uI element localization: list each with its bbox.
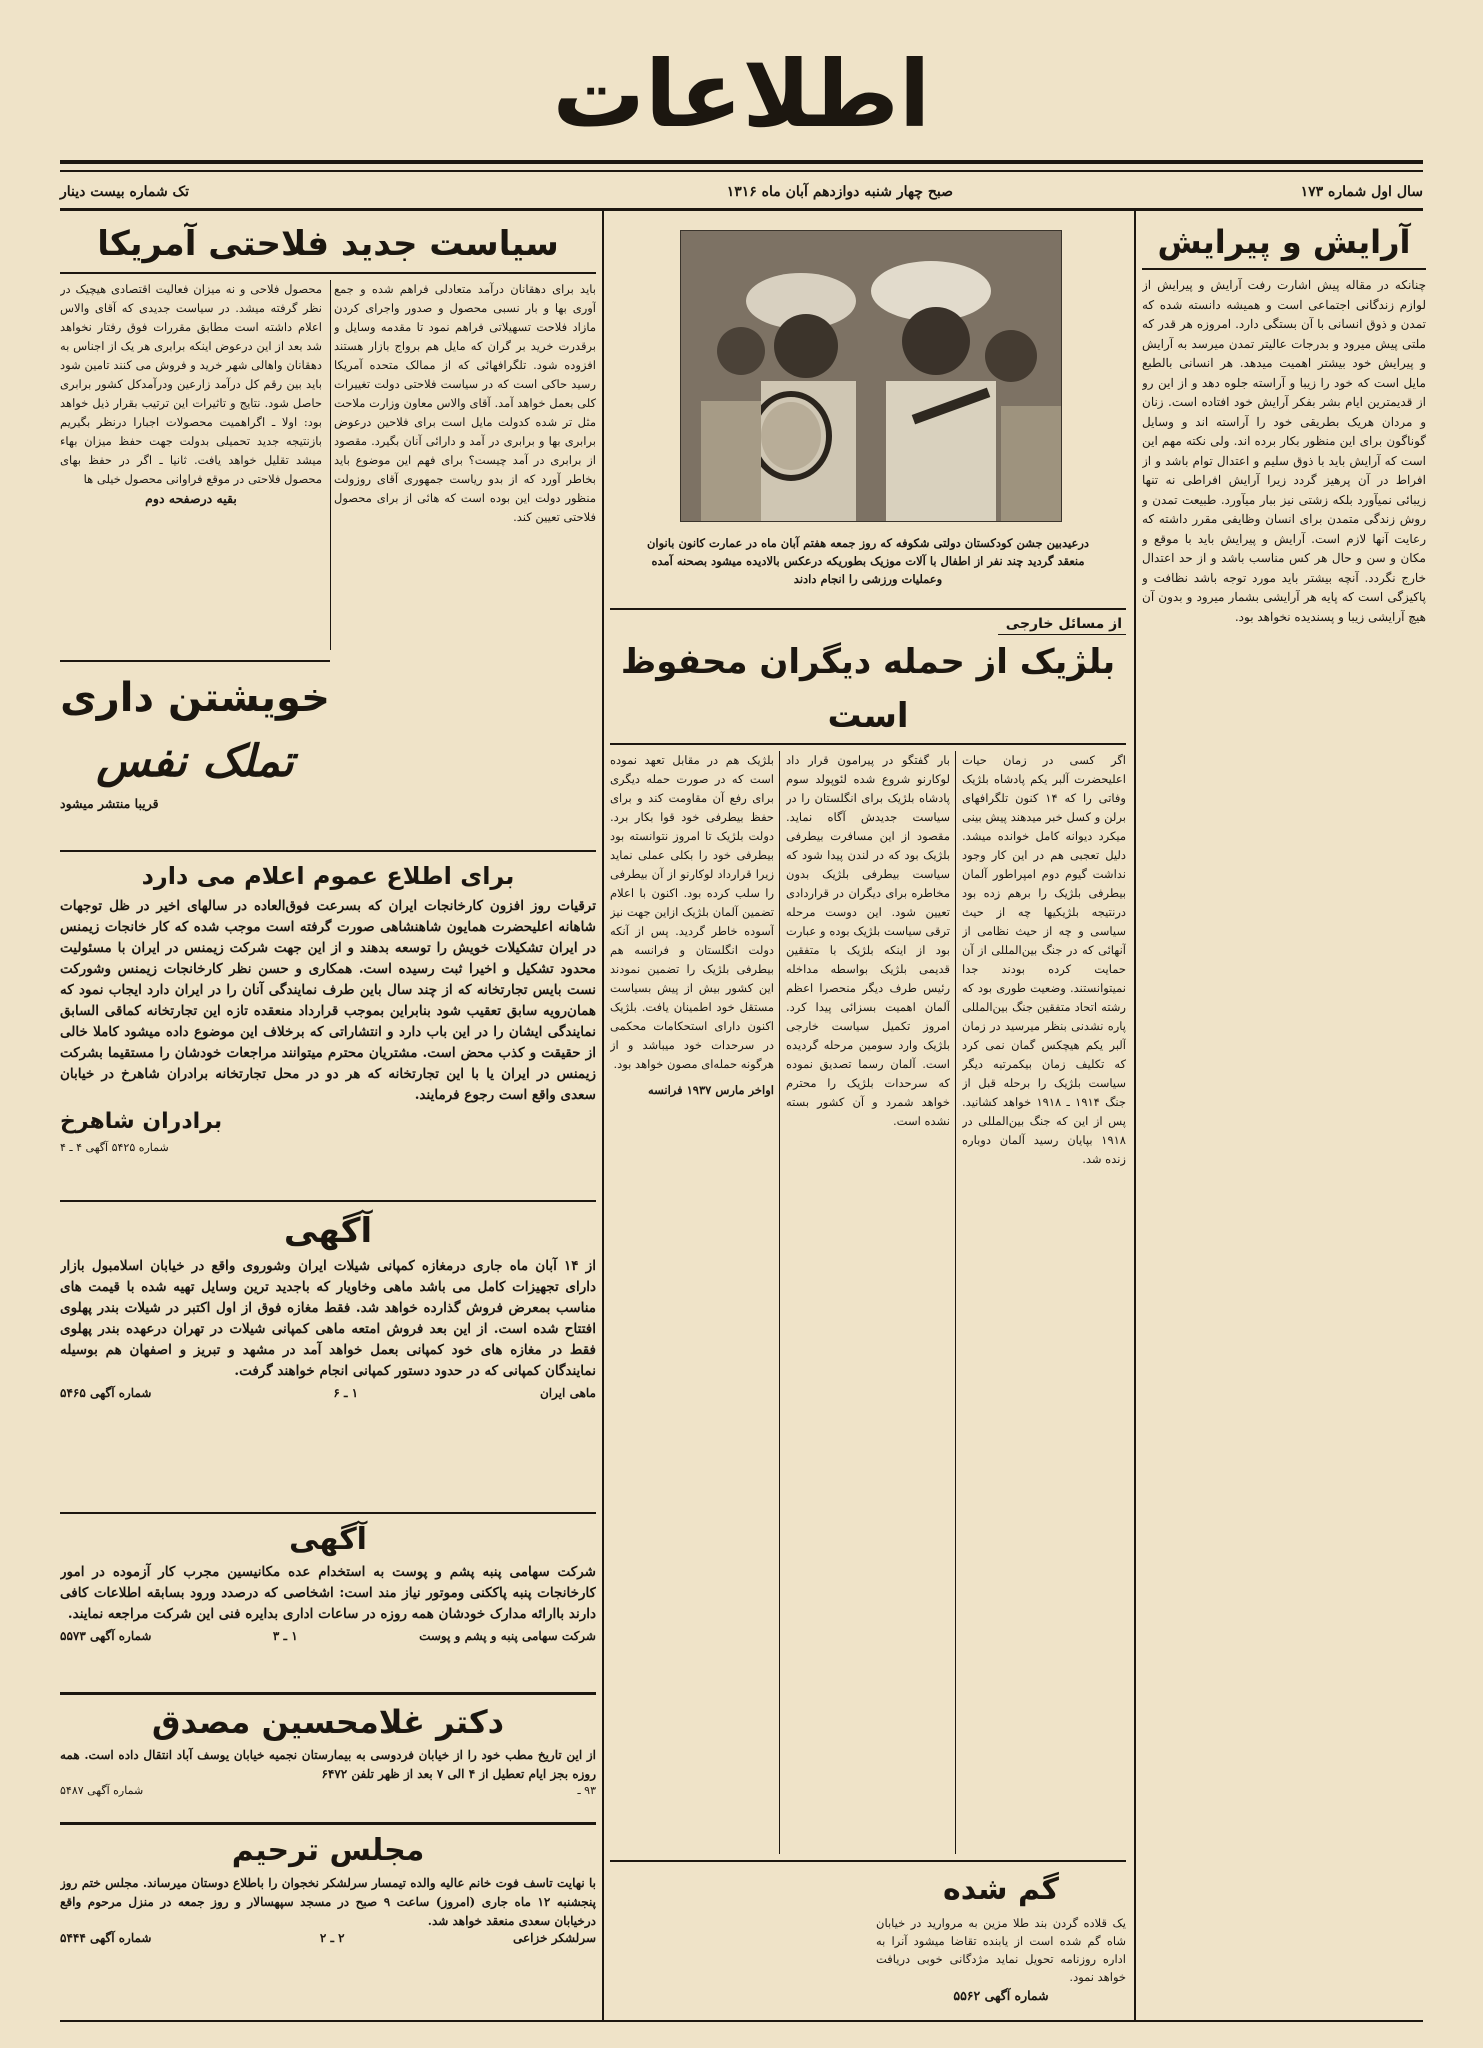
- ad1-body: از ۱۴ آبان ماه جاری درمغازه کمپانی شیلات ایران وشوروی واقع در خیابان اسلامبول بازار دارای تجهیزات کامل می باشد ماهی وخاویار که باجدید ترین وسایل تهیه شده با قیمت های مناسب بمعرض فروش گذارده خواهد شد. فقط مغازه فوق از اول اکتبر در شیلات بندر پهلوی افتتاح شده است. از این بعد فروش امتعه ماهی کمپانی شیلات در تهران درعهده بندر پهلوی فقط در مغازه های خود کمپانی بعمل خواهد آمد در مشهد و تبریز و اصفهان هم بوسیله نمایندگان کمپانی که در حدود دستور کمپانی انجام خواهند گرفت.: [60, 1258, 596, 1379]
- memorial-range: ۲ ـ ۲: [319, 1931, 345, 1945]
- agriculture-title: سیاست جدید فلاحتی آمریکا: [60, 216, 596, 274]
- book-note: قریبا منتشر میشود: [60, 796, 159, 811]
- memorial-signature: سرلشکر خزاعی: [513, 1931, 596, 1945]
- masthead-rule-top: [60, 160, 1423, 164]
- book-ad: [60, 666, 330, 846]
- lost-ref: شماره آگهی ۵۵۶۲: [953, 1988, 1049, 2003]
- belgium-columns: [610, 745, 1126, 1854]
- announcement-ref: شماره ۵۴۲۵ آگهی ۴ ـ ۴: [60, 1141, 169, 1154]
- memorial-footer: [60, 1931, 596, 1945]
- doctor-divider: [60, 1692, 596, 1695]
- memorial-ad: [60, 1828, 596, 2018]
- memorial-ref: شماره آگهی ۵۴۴۴: [60, 1931, 152, 1945]
- belgium-col-3-wrap: [610, 751, 774, 1854]
- ad1-ref: شماره آگهی ۵۴۶۵: [60, 1386, 152, 1400]
- book-divider: [60, 660, 330, 662]
- doctor-range: ۹۳ ـ: [577, 1784, 596, 1797]
- column-divider-right: [1134, 210, 1136, 2020]
- memorial-title: مجلس ترحیم: [231, 1833, 425, 1868]
- cotton-ad: [60, 1518, 596, 1688]
- belgium-divider-1: [955, 751, 956, 1854]
- ad1-footer: [60, 1386, 596, 1400]
- masthead-rule-thin: [60, 170, 1423, 172]
- beauty-body: چنانکه در مقاله پیش اشارت رفت آرایش و پیرایش از لوازم زندگانی اجتماعی است و همیشه دانسته شده که تمدن و ذوق انسانی با آن بستگی دارد. امروزه هر قدر که ملتی پیش میرود و بدرجات عالیتر تمدن میرسد به آرایش و پیرایش خود بیشتر اهمیت میدهد. هر انسانی بالطبع مایل است که خود را زیبا و آراسته جلوه دهد و از این رو از قدیمترین ایام بشر بفکر آرایش خود افتاده است. زنان و مردان هریک بطریقی خود را آراسته اند و وسایل گوناگون برای این منظور بکار برده اند. ولی نکته مهم این است که آرایش باید با ذوق سلیم و اعتدال توام باشد و از افراط در آن پرهیز گردد زیرا آرایش افراطی نه تنها زیبائی نمیآورد بلکه زشتی نیز ببار میآورد. طبیعت تمدن و روش زندگی متمدن برای انسان وظایفی مقرر داشته که رعایت آنها لازم است. آرایش و پیرایش باید با موقع و مکان و سن و حال هر کس مناسب باشد و از حد اعتدال خارج نگردد. آنچه بیشتر باید مورد توجه باشد نظافت و پاکیزگی است که پایه هر آرایشی بشمار میرود و بدون آن هیچ آرایشی زیبا و پسندیده نخواهد بود.: [1142, 278, 1426, 624]
- siemens-announcement: [60, 856, 596, 1196]
- photo-divider: [610, 608, 1126, 610]
- ad2-title: آگهی: [289, 1522, 367, 1557]
- doctor-ref: شماره آگهی ۵۴۸۷: [60, 1784, 144, 1797]
- ad2-divider: [60, 1512, 596, 1514]
- lost-ad: [610, 1866, 1126, 2016]
- page-bottom-rule: [60, 2020, 1423, 2022]
- agriculture-col-1: باید برای دهقانان درآمد متعادلی فراهم شده و جمع آوری بها و بار نسبی محصول و صدور واجرای کردن مازاد فلاحت تسهیلاتی فراهم نمود تا مقدمه وسایل و برقدرت خرید بر گران که مایل هم برواج بازار هستند افزوده شود. تلگرافهائی که از ممالک متحده آمریکا رسید حاکی است که در سیاست فلاحتی دولت تغییرات کلی بعمل خواهد آمد. آقای والاس معاون وزارت ملاحت مثل تر شده کدولت مایل است برای فلاحین درعوض برابری بها و برابری در آمد و دارائی آنان بگیرد. مقصود از برابری در آمد چیست؟ برای فهم این موضوع باید بخاطر آورد که از بدو ریاست جمهوری آقای روزولت منظور دولت این بوده است که هائی از برای محصول فلاحتی تعیین کند.: [334, 282, 596, 524]
- ad2-range: ۱ ـ ۳: [272, 1629, 298, 1643]
- memorial-divider: [60, 1822, 596, 1825]
- issue-number: سال اول شماره ۱۷۳: [1300, 184, 1423, 200]
- belgium-divider-2: [779, 751, 780, 1854]
- children-band-image: [681, 231, 1061, 521]
- ad2-body: شرکت سهامی پنبه پشم و پوست به استخدام عده مکانیسین مجرب کار آزموده در امور کارخانجات پنبه پاککنی وموتور نیاز مند است: اشخاصی که درصدد ورود بسابقه اطلاعات کافی دارند باارائه مدارک خودشان همه روزه در ساعات اداری بدایره فنی این شرکت مراجعه نمایند.: [60, 1564, 596, 1622]
- dateline: [60, 182, 1423, 206]
- lost-divider: [610, 1860, 1126, 1862]
- fisheries-ad: [60, 1206, 596, 1506]
- ad2-ref: شماره آگهی ۵۵۷۳: [60, 1629, 152, 1643]
- announcement-title: برای اطلاع عموم اعلام می دارد: [141, 862, 515, 890]
- announcement-body: ترقیات روز افزون کارخانجات ایران که بسرعت فوق‌العاده در سالهای اخیر در ظل توجهات شاهانه اعلیحضرت همایون شاهنشاهی صورت گرفته است موجب شده که کار خانجات زیمنس در ایران تشکیلات خویش را توسعه بدهند و از این جهت شرکت زیمنس در ایران با مسئولیت محدود تشکیل و اخیرا ثبت رسیده است. همکاری و حسن نظر کارخانجات زیمنس وشورکت نست بایس تجارتخانه که از چند سال باین طرف نمایندگی آنان را در ایران دارد ایجاب نمود که همان‌رویه سابق تعقیب شود بنابراین بموجب قرارداد منعقده تازه این تجارتخانه کماقی السابق نمایندگی ایشان را در این باب دارد و انتشاراتی که برخلاف این موضوع داده میشود کاملا خالی از حقیقت و کذب محض است. مشتریان محترم میتوانند مراجعات خودشان را مستقیما بشرکت زیمنس در ایران یا با این تجارتخانه که هر دو در محل تجارتخانه برادران شاهرخ در خیابان سعدی واقع است رجوع فرمایند.: [60, 898, 596, 1103]
- memorial-body: با نهایت تاسف فوت خانم عالیه والده تیمسار سرلشکر نخجوان را باطلاع دوستان میرساند. مجلس ختم روز پنجشنبه ۱۲ ماه جاری (امروز) ساعت ۹ صبح در مسجد سپهسالار و روز جمعه در منزل مرحوم واقع درخیابان سعدی منعقد خواهد شد.: [60, 1876, 596, 1928]
- book-title: خویشتن داری: [60, 675, 330, 721]
- belgium-dateline: اواخر مارس ۱۹۳۷ فرانسه: [647, 1083, 774, 1097]
- belgium-title: بلژیک از حمله دیگران محفوظ است: [610, 635, 1126, 745]
- ad2-footer: [60, 1629, 596, 1643]
- announcement-signature: برادران شاهرخ: [60, 1109, 223, 1134]
- lost-body: یک قلاده گردن بند طلا مزین به مروارید در خیابان شاه گم شده است از یابنده تقاضا میشود آنرا به اداره روزنامه تحویل نماید مژدگانی خوبی دریافت خواهد نمود.: [876, 1916, 1126, 1984]
- doctor-footer: [60, 1784, 596, 1797]
- ad1-divider: [60, 1200, 596, 1202]
- agriculture-article: [60, 216, 596, 656]
- column-divider-left: [602, 210, 604, 2020]
- agriculture-continued: بقیه درصفحه دوم: [145, 491, 237, 506]
- belgium-col-1: اگر کسی در زمان حیات اعلیحضرت آلبر یکم پادشاه بلژیک وفاتی را که ۱۴ کنون تلگرافهای برلن و کسل خبر میدهند پیش بینی میکرد دیوانه کامل خوانده میشد. دلیل تعجبی هم در این کار وجود نداشت گیوم دوم امپراطور آلمان بیطرفی بلژیک را برهم زده بود درنتیجه بلژیکیها چه از حیث سیاسی و چه از حیث نظامی از آنهائی که در جنگ بین‌المللی از آن حمایت کرده بودند جدا نمیتوانستند. وضعیت طوری بود که رشته اتحاد متفقین جنگ بین‌المللی پاره نشدنی بنظر میرسید در زمان آلبر یکم هیچکس گمان نمی کرد که تکلیف زمان بیکمرتبه دیگر سیاست بلژیک را برحله قبل از جنگ ۱۹۱۴ ـ ۱۹۱۸ خواهد کشانید. پس از این که جنگ بین‌المللی در ۱۹۱۸ بپایان رسید آلمان دوباره زنده شد.: [962, 753, 1126, 1166]
- photo-caption: درعیدبین جشن کودکستان دولتی شکوفه که روز جمعه هفتم آبان ماه در عمارت کانون بانوان منعقد گردید چند نفر از اطفال با آلات موزیک بطوریکه درعکس بالادیده میشود بصحنه آمده وعملیات ورزشی را انجام دادند: [646, 536, 1090, 586]
- belgium-kicker: از مسائل خارجی: [998, 614, 1126, 635]
- doctor-ad: [60, 1698, 596, 1818]
- announcement-divider: [60, 850, 596, 852]
- doctor-body: از این تاریخ مطب خود را از خیابان فردوسی به بیمارستان نجمیه خیابان یوسف آباد انتقال داده است. همه روزه بجز ایام تعطیل از ۴ الی ۷ بعد از ظهر تلفن ۶۴۷۲: [60, 1748, 596, 1781]
- beauty-article: [1142, 216, 1426, 2016]
- ad1-range: ۱ ـ ۶: [333, 1386, 359, 1400]
- belgium-article: [610, 614, 1126, 1854]
- ad2-company: شرکت سهامی پنبه و پشم و پوست: [419, 1629, 596, 1643]
- ad1-company: ماهی ایران: [539, 1386, 596, 1400]
- ad1-title: آگهی: [283, 1211, 373, 1251]
- agriculture-col-2: محصول فلاحی و نه میزان فعالیت اقتصادی هیچیک در نظر گرفته میشد. در سیاست جدیدی که آقای والاس اعلام داشته است مطابق مقررات فوق رفتار نخواهد شد بعد از این درعوض اینکه برابری هر یک از اجناس به دهقانان واهالی شهر خرید و فروش می کنند تامین شود باید بین رقم کل درآمد زارعین ودرآمدکل کشور برابری حاصل شود. نتایج و تاثیرات این ترتیب بقرار ذیل خواهد بود: اولا ـ اگراهمیت محصولات اجبارا درنظر بگیریم بازنتیجه جدید تحمیلی بدولت جهت حفظ میزان بهاء میشد تقلیل خواهد یافت. ثانیا ـ اگر در حفظ بهای محصول فلاحتی در موقع فراوانی محصول خیلی ها: [60, 282, 322, 486]
- belgium-col-3: بلژیک هم در مقابل تعهد نموده است که در صورت حمله دیگری برای رفع آن مقاومت کند و برای حفظ بیطرفی خود قوا بکار برد. دولت بلژیک تا امروز نتوانسته بود بیطرفی خود را بکلی عملی نماید زیرا قرارداد لوکارنو از آن بیطرفی را سلب کرده بود. اکنون با اعلام تضمین آلمان بلژیک ازاین جهت نیز آسوده خاطر گردید. پس از آنکه دولت انگلستان و فرانسه هم بیطرفی بلژیک را تضمین نمودند این کشور بیش از پیش بسیاست مستقل خود اطمینان یافت. بلژیک اکنون دارای استحکامات محکمی در سرحدات خود میباشد و از هرگونه حمله‌ای مصون خواهد بود.: [610, 753, 774, 1071]
- dateline-rule: [60, 208, 1423, 211]
- book-subtitle: تملک نفس: [96, 736, 294, 787]
- issue-date: صبح چهار شنبه دوازدهم آبان ماه ۱۳۱۶: [726, 184, 953, 200]
- lost-title: گم شده: [943, 1872, 1059, 1907]
- agriculture-col-divider: [330, 280, 331, 650]
- doctor-title: دکتر غلامحسین مصدق: [151, 1703, 505, 1741]
- agriculture-col-2-wrap: [60, 280, 322, 650]
- masthead-title: اطلاعات: [552, 41, 931, 148]
- kindergarten-photo: [680, 230, 1062, 522]
- belgium-col-2: بار گفتگو در پیرامون قرار داد لوکارنو شروع شده لئوپولد سوم پادشاه بلژیک برای انگلستان را در سیاست جدیدش آگاه نماید. مقصود از این مسافرت بیطرفی بلژیک بود که در لندن پیدا شود که سیاست بیطرفی بلژیک بدون مخاطره برای دیگران در قراردادی تعیین شود. این دوست مرحله ترقی سیاست بلژیک بوده و عبارت بود از اینکه بلژیک با متفقین قدیمی بلژیک بواسطه مداخله رئیس طرف دیگر منحصرا اعظم آلمان اهمیت بسزائی پیدا کرد. امروز تکمیل سیاست خارجی بلژیک وارد سومین مرحله گردیده است. آلمان رسما تصدیق نموده که سرحدات بلژیک را محترم خواهد شمرد و آن کشور بسته نشده است.: [786, 753, 950, 1128]
- beauty-title: آرایش و پیرایش: [1142, 216, 1426, 270]
- issue-price: تک شماره بیست دینار: [60, 184, 189, 200]
- newspaper-page: [40, 20, 1443, 2028]
